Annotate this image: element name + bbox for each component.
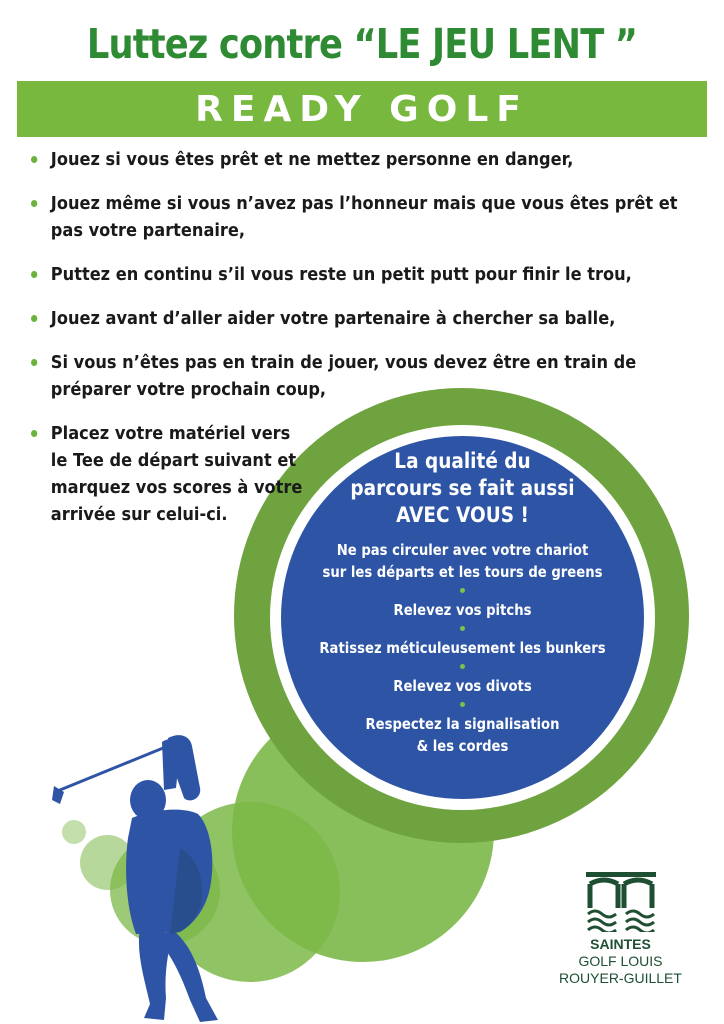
logo-text-name-2: ROUYER-GUILLET bbox=[559, 970, 682, 986]
list-item: Jouez avant d’aller aider votre partenaire à chercher sa balle, bbox=[31, 305, 690, 332]
banner-title: READY GOLF bbox=[195, 89, 529, 130]
bullet-dot-icon bbox=[31, 200, 37, 207]
bullet-dot-icon bbox=[31, 271, 37, 278]
circle-item: Relevez vos pitchs bbox=[393, 601, 532, 619]
logo-text-city: SAINTES bbox=[590, 936, 651, 952]
banner bbox=[17, 81, 707, 137]
logo-text-name: GOLF LOUIS bbox=[578, 953, 663, 969]
list-item: Placez votre matériel vers le Tee de départ suivant et marquez vos scores à votre arrivée sur celui-ci. bbox=[31, 420, 306, 528]
list-item: Si vous n’êtes pas en train de jouer, vous devez être en train de préparer votre prochain coup, bbox=[31, 349, 690, 403]
circle-item: Ratissez méticuleusement les bunkers bbox=[319, 639, 606, 657]
circle-item: Ne pas circuler avec votre chariot sur les départs et les tours de greens bbox=[322, 541, 603, 581]
bullet-dot-icon bbox=[31, 315, 37, 322]
separator-dot-icon bbox=[460, 664, 465, 669]
circle-item: Relevez vos divots bbox=[393, 677, 532, 695]
list-item: Puttez en continu s’il vous reste un petit putt pour finir le trou, bbox=[31, 261, 690, 288]
list-item: Jouez même si vous n’avez pas l’honneur mais que vous êtes prêt et pas votre partenaire, bbox=[31, 190, 690, 244]
separator-dot-icon bbox=[460, 702, 465, 707]
saintes-arch-logo-icon bbox=[584, 870, 658, 932]
circle-content bbox=[281, 448, 644, 757]
bullet-dot-icon bbox=[31, 430, 37, 437]
bullet-dot-icon bbox=[31, 156, 37, 163]
separator-dot-icon bbox=[460, 588, 465, 593]
golfer-icon bbox=[40, 728, 280, 1024]
bullet-dot-icon bbox=[31, 359, 37, 366]
circle-title: La qualité du parcours se fait aussi AVEC VOUS ! bbox=[350, 449, 575, 527]
club-logo bbox=[548, 870, 693, 987]
page-title: Luttez contre “LE JEU LENT ” bbox=[86, 20, 638, 68]
circle-item: Respectez la signalisation & les cordes bbox=[365, 715, 560, 755]
separator-dot-icon bbox=[460, 626, 465, 631]
list-item: Jouez si vous êtes prêt et ne mettez personne en danger, bbox=[31, 146, 690, 173]
